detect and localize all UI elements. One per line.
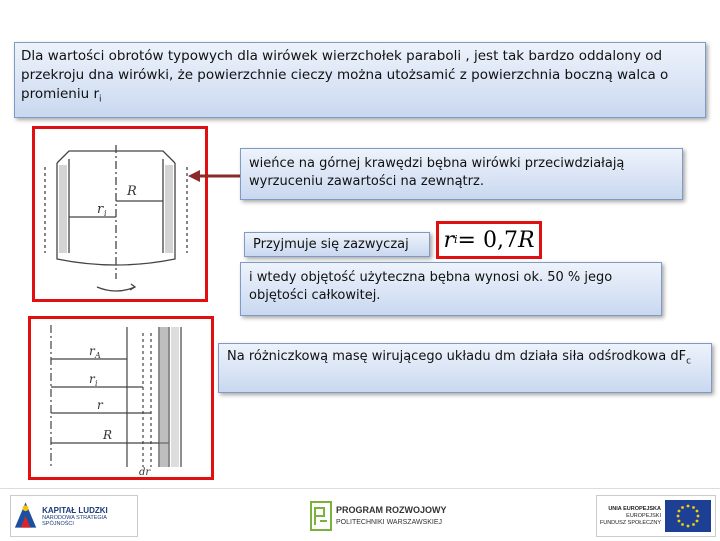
drum-wall-figure: [28, 316, 214, 480]
fig2-label-dr: dr: [139, 467, 151, 477]
intro-textbox: [14, 42, 706, 118]
kapital-ludzki-logo: [10, 495, 138, 537]
drum-drawing: [35, 129, 205, 299]
formula-lhs: r: [443, 227, 454, 253]
pointer-arrow: [186, 168, 246, 184]
program-rozwojowy-logo: [310, 499, 460, 533]
force-subscript: c: [686, 356, 692, 367]
fig2-label-R: R: [103, 428, 113, 442]
program-rozwojowy-line1: PROGRAM ROZWOJOWY: [336, 504, 447, 515]
kapital-ludzki-subtitle: NARODOWA STRATEGIA SPÓJNOŚCI: [42, 514, 107, 527]
eu-logo: [596, 495, 716, 537]
fig2-label-ri: r: [89, 372, 95, 386]
fig2-label-ri-sub: i: [95, 379, 98, 388]
footer-logos: [0, 488, 720, 541]
rim-text: wieńce na górnej krawędzi bębna wirówki przeciwdziałają wyrzuceniu zawartości na zewnątrz.: [249, 156, 625, 189]
outer-hatch: [171, 327, 179, 467]
drum-cross-section-figure: [32, 126, 208, 302]
fig1-label-r: r: [97, 202, 104, 217]
kapital-ludzki-title: KAPITAŁ LUDZKI: [42, 505, 108, 515]
wall-drawing: [31, 319, 211, 477]
program-rozwojowy-line2: POLITECHNIKI WARSZAWSKIEJ: [336, 518, 443, 526]
eu-line2: EUROPEJSKI: [626, 512, 661, 519]
volume-textbox: [240, 262, 662, 316]
formula-R: R: [517, 227, 535, 253]
fig1-label-r-sub: i: [104, 209, 107, 218]
rim-textbox: [240, 148, 683, 200]
eu-line1: UNIA EUROPEJSKA: [608, 505, 661, 512]
radius-formula: r i = 0,7 R: [436, 221, 542, 259]
assume-text: Przyjmuje się zazwyczaj: [253, 237, 409, 252]
fig1-label-R: R: [127, 184, 137, 199]
fig2-label-rA-sub: A: [95, 351, 101, 360]
eu-flag-icon: [665, 500, 711, 532]
intro-subscript: i: [99, 94, 102, 105]
force-textbox: [218, 343, 712, 393]
force-text: Na różniczkową masę wirującego układu dm działa siła odśrodkowa dF: [227, 349, 687, 364]
pw-icon: [310, 501, 332, 531]
eu-line3: FUNDUSZ SPOŁECZNY: [599, 519, 661, 526]
volume-text: i wtedy objętość użyteczna bębna wynosi ok. 50 % jego objętości całkowitej.: [249, 270, 613, 303]
assume-textbox: [244, 232, 430, 257]
formula-rhs: = 0,7: [457, 227, 518, 253]
fig2-label-r: r: [97, 398, 103, 412]
fig2-label-rA: r: [89, 344, 95, 358]
wall-hatch: [159, 327, 169, 467]
kapital-ludzki-icon: [11, 498, 40, 534]
intro-text: Dla wartości obrotów typowych dla wirówek wierzchołek paraboli , jest tak bardzo oddalony od przekroju dna wirówki, że powierzchnie cieczy można utożsamić z powierzchnia boczną walca o promieniu r: [21, 48, 669, 102]
